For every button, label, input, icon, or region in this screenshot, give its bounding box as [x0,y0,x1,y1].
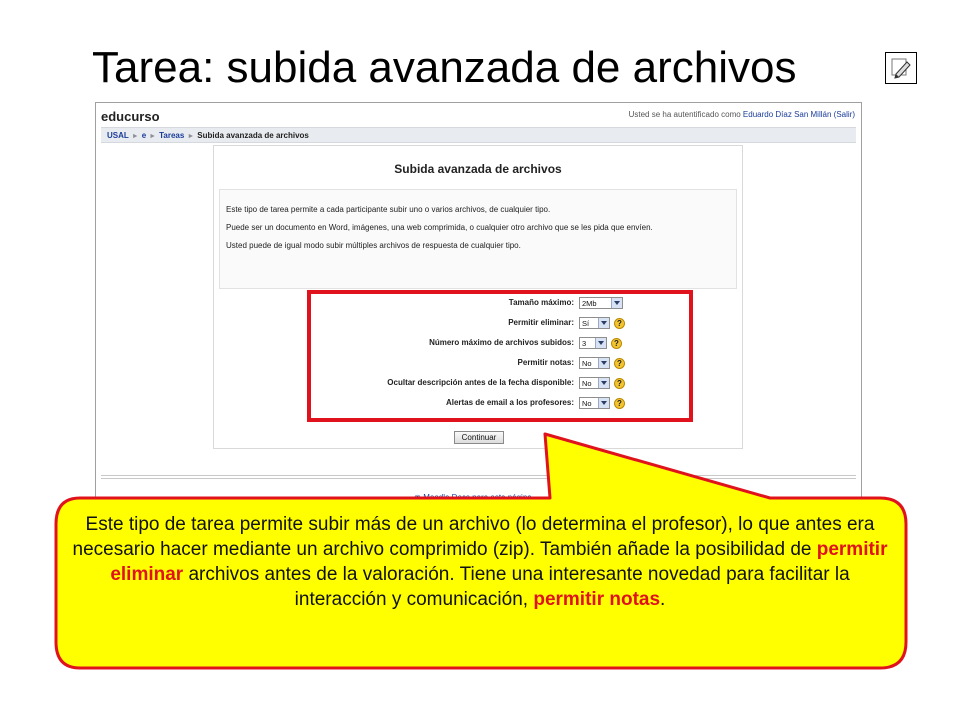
continue-button[interactable]: Continuar [454,431,504,444]
page-heading: Subida avanzada de archivos [394,162,562,176]
select-value: No [582,379,592,388]
select-value: No [582,359,592,368]
select-value: 2Mb [582,299,597,308]
callout-text-part: archivos antes de la valoración. Tiene una interesante novedad para facilitar la interacción y comunicación, [183,564,850,610]
intro-paragraph: Usted puede de igual modo subir múltiples archivos de respuesta de cualquier tipo. [226,241,521,250]
callout-highlight: permitir notas [533,589,661,610]
select-value: No [582,399,592,408]
slide-title: Tarea: subida avanzada de archivos [92,43,797,92]
setting-label: Permitir notas: [517,358,574,367]
help-icon[interactable]: ? [614,378,625,389]
logout-link[interactable]: (Salir) [833,110,855,119]
help-icon[interactable]: ? [614,318,625,329]
help-icon[interactable]: ? [614,358,625,369]
intro-paragraph: Puede ser un documento en Word, imágenes, una web comprimida, o cualquier otro archivo que se les pida que envíen. [226,223,653,232]
breadcrumb-separator-icon: ► [131,133,139,140]
select-value: 3 [582,339,587,348]
breadcrumb-separator-icon: ► [187,133,195,140]
help-icon[interactable]: ? [614,398,625,409]
setting-label: Tamaño máximo: [508,298,574,307]
breadcrumb-usal[interactable]: USAL [107,131,129,140]
breadcrumb-tareas[interactable]: Tareas [159,131,185,140]
login-user-link[interactable]: Eduardo Díaz San Millán [742,110,832,119]
login-prefix: Usted se ha autentificado como [628,110,741,119]
site-name[interactable]: educurso [101,109,160,124]
breadcrumb-current: Subida avanzada de archivos [197,131,309,140]
setting-label: Permitir eliminar: [508,318,574,327]
setting-label: Número máximo de archivos subidos: [429,338,574,347]
setting-label: Alertas de email a los profesores: [445,398,574,407]
callout-highlight: permitir eliminar [110,539,888,585]
breadcrumb-separator-icon: ► [149,133,157,140]
callout-text-part: . [660,589,666,610]
callout-text [64,512,896,612]
help-icon[interactable]: ? [611,338,622,349]
setting-label: Ocultar descripción antes de la fecha disponible: [387,378,574,387]
breadcrumb-course[interactable]: e [141,131,147,140]
intro-paragraph: Este tipo de tarea permite a cada participante subir uno o varios archivos, de cualquier tipo. [226,205,551,214]
callout-text-part: Este tipo de tarea permite subir más de un archivo (lo determina el profesor), lo que antes era necesario hacer mediante un archivo comprimido (zip). También añade la posibilidad de [72,514,875,560]
select-value: Sí [582,319,590,328]
